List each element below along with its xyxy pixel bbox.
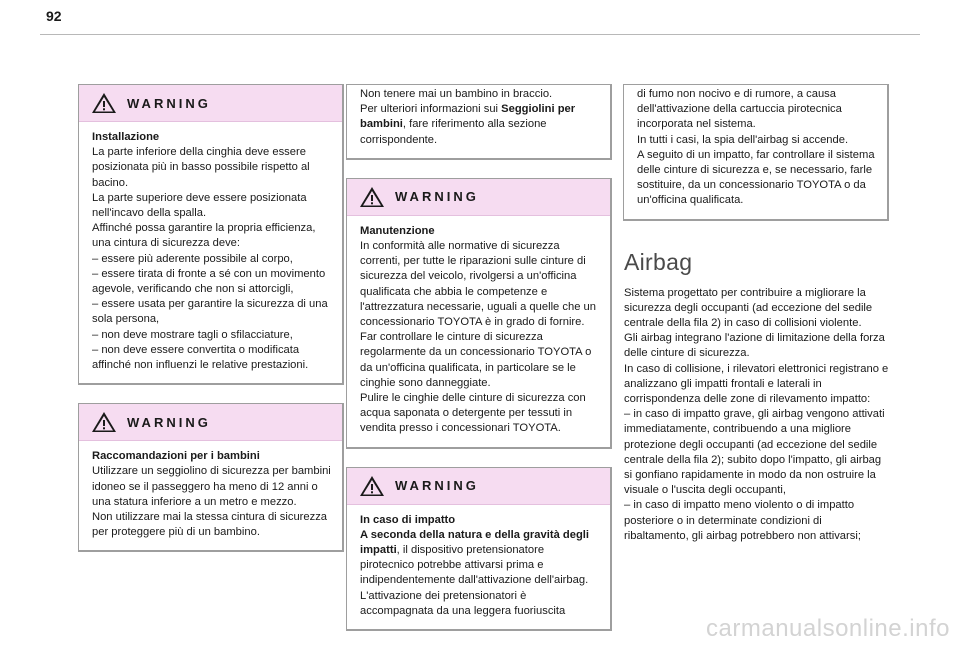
warning-text: Far controllare le cinture di sicurezza regolarmente da un concessionario TOYOTA o da un'officina qualificata, in particolare se le cinghie sono danneggiate. <box>360 331 592 389</box>
warning-subtitle: Manutenzione <box>360 224 435 237</box>
warning-triangle-icon <box>91 92 117 114</box>
warning-text: A seconda della natura e della gravità degli impatti, il dispositivo pretensionatore pirotecnico potrebbe attivarsi prima e indipendentemente dall'attivazione dell'airbag. L'attivazione dei pretensionatori è accompagnata da una leggera fuoriuscita <box>360 528 590 617</box>
airbag-list-item: – in caso di impatto grave, gli airbag vengono attivati immediatamente, contribuendo a una migliore protezione degli occupanti (ad eccezione del sedile centrale della fila 2); subito dopo l'impatto, gli airbag si gonfiano rapidamente in modo da non ostruire la visuale o l'uscita degli occupanti, <box>624 408 885 497</box>
airbag-body <box>623 286 889 544</box>
watermark: carmanualsonline.info <box>706 615 950 642</box>
warning-header <box>79 85 342 122</box>
warning-text: Affinché possa garantire la propria efficienza, una cintura di sicurezza deve: <box>92 222 316 250</box>
warning-box-installation <box>78 84 344 385</box>
continuation-body <box>624 85 887 219</box>
warning-list-item: – non deve essere convertita o modificata affinché non influenzi le relative prestazioni. <box>92 343 309 372</box>
child-note-box <box>346 84 612 160</box>
child-note-body <box>347 85 610 158</box>
section-title-airbag: Airbag <box>624 248 693 275</box>
airbag-paragraph: Sistema progettato per contribuire a migliorare la sicurezza degli occupanti (ad eccezione del sedile centrale della fila 2) in caso di collisioni violente. <box>624 286 873 330</box>
warning-text: La parte superiore deve essere posizionata nell'incavo della spalla. <box>92 191 307 220</box>
warning-text: La parte inferiore della cinghia deve essere posizionata più in basso possibile rispetto al bacino. <box>92 146 310 189</box>
airbag-paragraph: In caso di collisione, i rilevatori elettronici registrano e analizzano gli impatti frontali e laterali in corrispondenza delle zone di rilevamento impatto: <box>624 362 889 406</box>
warning-subtitle: Raccomandazioni per i bambini <box>92 450 260 463</box>
warning-body <box>347 505 610 629</box>
column-1 <box>78 84 344 570</box>
continuation-box <box>623 84 889 221</box>
warning-list-item: – essere usata per garantire la sicurezza di una sola persona, <box>92 298 328 326</box>
column-3 <box>623 84 889 544</box>
warning-text: Pulire le cinghie delle cinture di sicurezza con acqua saponata o detergente per tessuti in vendita presso i concessionari TOYOTA. <box>360 392 586 435</box>
child-seat-link[interactable]: Seggiolini per bambini <box>360 103 576 131</box>
child-note-text: Non tenere mai un bambino in braccio. <box>360 88 553 100</box>
warning-list-item: – essere più aderente possibile al corpo, <box>92 252 293 265</box>
warning-subtitle: In caso di impatto <box>360 513 456 526</box>
warning-subtitle: Installazione <box>92 131 160 143</box>
warning-list-item: – essere tirata di fronte a sé con un movimento agevole, verificando che non si attorcigli, <box>92 267 326 296</box>
warning-title: WARNING <box>395 478 479 494</box>
continuation-text: A seguito di un impatto, far controllare il sistema delle cinture di sicurezza e, se necessario, farle sostituire, da un concessionario TOYOTA o da un'officina qualificata. <box>637 148 875 207</box>
warning-box-maintenance <box>346 178 612 449</box>
warning-header <box>347 179 610 216</box>
warning-triangle-icon <box>91 411 117 433</box>
warning-body <box>79 122 342 383</box>
child-note-reference: Per ulteriori informazioni sui Seggiolini per bambini, fare riferimento alla sezione corrispondente. <box>360 103 576 146</box>
warning-header <box>347 468 610 505</box>
warning-list-item: – non deve mostrare tagli o sfilacciature, <box>92 328 293 341</box>
warning-text: Utilizzare un seggiolino di sicurezza per bambini idoneo se il passeggero ha meno di 12 anni o una statura inferiore a un metro e mezzo. <box>92 465 331 508</box>
warning-title: WARNING <box>127 95 211 111</box>
column-2 <box>346 84 612 649</box>
warning-triangle-icon <box>359 186 385 208</box>
warning-text: In conformità alle normative di sicurezza correnti, per tutte le riparazioni sulle cinture di sicurezza del veicolo, rivolgersi a un'officina qualificata che abbia le competenze e l'attrezzatura necessarie, uguali a quelle che un concessionario TOYOTA è in grado di fornire. <box>360 240 596 329</box>
continuation-text: di fumo non nocivo e di rumore, a causa dell'attivazione della cartuccia pirotecnica incorporata nel sistema. <box>637 88 842 131</box>
warning-body <box>347 216 610 447</box>
warning-title: WARNING <box>395 189 479 205</box>
top-rule <box>40 34 920 35</box>
continuation-text: In tutti i casi, la spia dell'airbag si accende. <box>637 133 849 146</box>
warning-box-children <box>78 403 344 552</box>
page-number: 92 <box>46 8 62 24</box>
warning-text: Non utilizzare mai la stessa cintura di sicurezza per proteggere più di un bambino. <box>92 511 328 539</box>
airbag-list-item: – in caso di impatto meno violento o di impatto posteriore o in determinate condizioni di ribaltamento, gli airbag potrebbero non attivarsi; <box>624 499 861 542</box>
airbag-paragraph: Gli airbag integrano l'azione di limitazione della forza delle cinture di sicurezza. <box>624 332 885 360</box>
warning-header <box>79 404 342 441</box>
warning-triangle-icon <box>359 475 385 497</box>
warning-body <box>79 441 342 550</box>
warning-title: WARNING <box>127 414 211 430</box>
warning-box-impact <box>346 467 612 631</box>
